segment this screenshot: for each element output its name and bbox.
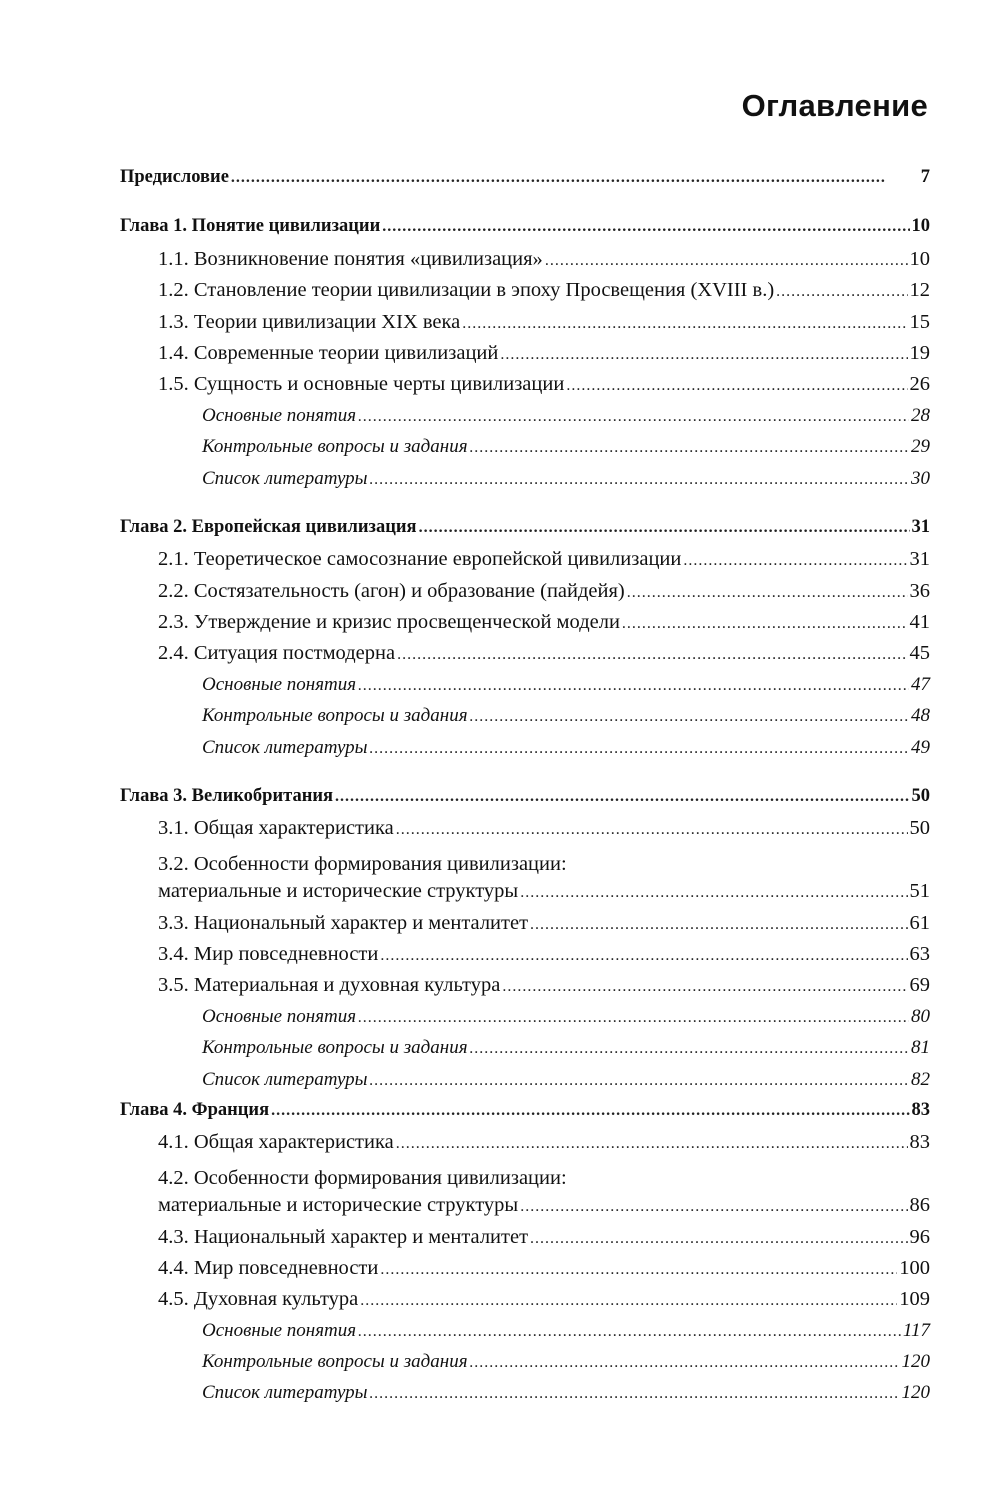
dot-leader xyxy=(380,947,907,965)
toc-entry-label: Глава 2. Европейская цивилизация xyxy=(120,516,417,537)
toc-entry-label: Список литературы xyxy=(202,736,368,758)
dot-leader xyxy=(776,283,907,301)
toc-section[interactable] xyxy=(120,548,930,579)
toc-entry-label: 4.3. Национальный характер и менталитет xyxy=(158,1225,529,1248)
dot-leader xyxy=(360,1292,897,1310)
toc-page-number: 15 xyxy=(909,310,930,333)
toc-page-number: 31 xyxy=(909,548,930,571)
dot-leader xyxy=(520,884,907,902)
toc-chapter-3[interactable] xyxy=(120,786,930,817)
toc-page-number: 10 xyxy=(909,247,930,270)
toc-entry-label: Основные понятия xyxy=(202,404,357,426)
toc-page-number: 83 xyxy=(909,1131,930,1154)
dot-leader xyxy=(231,169,919,187)
toc-section[interactable] xyxy=(120,580,930,611)
dot-leader xyxy=(370,1385,900,1403)
dot-leader xyxy=(545,252,908,270)
toc-entry-label: Основные понятия xyxy=(202,1319,357,1341)
dot-leader xyxy=(622,615,908,633)
toc-page-number: 31 xyxy=(911,516,930,537)
toc-page-number: 10 xyxy=(911,216,930,237)
toc-entry-label: Основные понятия xyxy=(202,673,357,695)
toc-page-number: 41 xyxy=(909,611,930,634)
toc-subentry[interactable] xyxy=(120,1320,930,1351)
toc-subentry[interactable] xyxy=(120,468,930,499)
toc-page-number: 117 xyxy=(902,1319,930,1341)
dot-leader xyxy=(627,584,908,602)
page-title: Оглавление xyxy=(741,88,928,123)
dot-leader xyxy=(520,1198,907,1216)
dot-leader xyxy=(470,708,909,726)
dot-leader xyxy=(271,1102,909,1120)
toc-entry-label: Контрольные вопросы и задания xyxy=(202,1351,468,1373)
dot-leader xyxy=(500,346,907,364)
toc-entry-label-line2: материальные и исторические структуры xyxy=(158,1194,519,1217)
toc-entry-label: Контрольные вопросы и задания xyxy=(202,705,468,727)
toc-page-number: 81 xyxy=(911,1037,930,1059)
toc-page-number: 63 xyxy=(909,942,930,965)
toc-entry-label: 2.4. Ситуация постмодерна xyxy=(158,642,396,665)
toc-page-number: 82 xyxy=(911,1068,930,1090)
toc-entry-label-line1: 3.2. Особенности формирования цивилизации: xyxy=(158,852,567,875)
dot-leader xyxy=(335,788,909,806)
toc-page-number: 12 xyxy=(909,279,930,302)
toc-entry-label: 2.1. Теоретическое самосознание европейской цивилизации xyxy=(158,548,682,571)
toc-entry-label: 4.4. Мир повседневности xyxy=(158,1256,379,1279)
dot-leader xyxy=(382,218,909,236)
toc-page-number: 61 xyxy=(909,911,930,934)
toc-entry-label: 3.1. Общая характеристика xyxy=(158,817,394,840)
dot-leader xyxy=(370,1072,909,1090)
dot-leader xyxy=(530,1230,907,1248)
toc-page-number: 29 xyxy=(911,436,930,458)
toc-page-number: 96 xyxy=(909,1225,930,1248)
toc-subentry[interactable] xyxy=(120,1006,930,1037)
toc-page-number: 28 xyxy=(911,404,930,426)
toc-page-number: 49 xyxy=(911,736,930,758)
toc-section[interactable] xyxy=(120,912,930,943)
dot-leader xyxy=(358,408,909,426)
toc-chapter-1[interactable] xyxy=(120,216,930,247)
toc-page-number: 51 xyxy=(909,880,930,903)
dot-leader xyxy=(358,1323,901,1341)
dot-leader xyxy=(566,377,907,395)
toc-entry-label: 4.5. Духовная культура xyxy=(158,1288,359,1311)
dot-leader xyxy=(470,1040,909,1058)
toc-entry-label: Глава 3. Великобритания xyxy=(120,786,334,807)
toc-section[interactable] xyxy=(120,248,930,279)
dot-leader xyxy=(397,646,907,664)
toc-page-number: 120 xyxy=(901,1351,930,1373)
toc-entry-label: Основные понятия xyxy=(202,1005,357,1027)
dot-leader xyxy=(396,1135,908,1153)
toc-entry-label: 1.5. Сущность и основные черты цивилизации xyxy=(158,373,565,396)
toc-entry-label: Контрольные вопросы и задания xyxy=(202,1037,468,1059)
toc-subentry[interactable] xyxy=(120,705,930,736)
dot-leader xyxy=(530,916,907,934)
toc-section[interactable] xyxy=(120,1257,930,1288)
toc-section-two-line[interactable] xyxy=(120,1163,930,1226)
toc-entry-label: 1.1. Возникновение понятия «цивилизация» xyxy=(158,247,543,270)
dot-leader xyxy=(470,439,909,457)
toc-subentry[interactable] xyxy=(120,1382,930,1413)
toc-entry-label: 1.4. Современные теории цивилизаций xyxy=(158,341,499,364)
toc-entry-label: 3.4. Мир повседневности xyxy=(158,942,379,965)
toc-page-number: 83 xyxy=(911,1099,930,1120)
toc-preface[interactable] xyxy=(120,167,930,198)
toc-section-two-line[interactable] xyxy=(120,849,930,912)
table-of-contents xyxy=(120,167,930,1414)
toc-page-number: 36 xyxy=(909,579,930,602)
toc-page-number: 7 xyxy=(920,167,930,187)
dot-leader xyxy=(419,519,910,537)
toc-subentry[interactable] xyxy=(120,1351,930,1382)
toc-subentry[interactable] xyxy=(120,674,930,705)
toc-subentry[interactable] xyxy=(120,436,930,467)
toc-page-number: 80 xyxy=(911,1005,930,1027)
dot-leader xyxy=(470,1354,900,1372)
toc-subentry[interactable] xyxy=(120,1069,930,1100)
dot-leader xyxy=(358,1009,909,1027)
toc-section[interactable] xyxy=(120,373,930,404)
toc-subentry[interactable] xyxy=(120,405,930,436)
toc-page-number: 45 xyxy=(909,642,930,665)
toc-page-number: 48 xyxy=(911,705,930,727)
toc-entry-label: Глава 4. Франция xyxy=(120,1099,270,1120)
toc-entry-label: 2.2. Состязательность (агон) и образование (пайдейя) xyxy=(158,579,625,602)
toc-entry-label: 1.2. Становление теории цивилизации в эпоху Просвещения (XVIII в.) xyxy=(158,279,775,302)
toc-entry-label: Предисловие xyxy=(120,167,229,187)
dot-leader xyxy=(396,821,908,839)
toc-section[interactable] xyxy=(120,1131,930,1162)
toc-entry-label: 3.3. Национальный характер и менталитет xyxy=(158,911,529,934)
toc-section[interactable] xyxy=(120,1226,930,1257)
toc-page-number: 69 xyxy=(909,974,930,997)
toc-entry-label: 3.5. Материальная и духовная культура xyxy=(158,974,501,997)
toc-section[interactable] xyxy=(120,817,930,848)
toc-chapter-4[interactable] xyxy=(120,1100,930,1131)
toc-entry-label-line2: материальные и исторические структуры xyxy=(158,880,519,903)
toc-chapter-2[interactable] xyxy=(120,517,930,548)
toc-page-number: 19 xyxy=(909,341,930,364)
toc-entry-label: Список литературы xyxy=(202,1068,368,1090)
toc-page-number: 47 xyxy=(911,673,930,695)
toc-section[interactable] xyxy=(120,1288,930,1319)
toc-page-number: 50 xyxy=(911,786,930,807)
toc-entry-label: 1.3. Теории цивилизации XIX века xyxy=(158,310,461,333)
toc-section[interactable] xyxy=(120,342,930,373)
dot-leader xyxy=(683,552,907,570)
toc-page-number: 86 xyxy=(909,1194,930,1217)
toc-entry-label: Контрольные вопросы и задания xyxy=(202,436,468,458)
dot-leader xyxy=(370,471,909,489)
toc-page-number: 100 xyxy=(899,1256,930,1279)
toc-section[interactable] xyxy=(120,642,930,673)
toc-entry-label: Список литературы xyxy=(202,467,368,489)
toc-page-number: 26 xyxy=(909,373,930,396)
dot-leader xyxy=(462,315,907,333)
toc-section[interactable] xyxy=(120,279,930,310)
toc-subentry[interactable] xyxy=(120,737,930,768)
toc-section[interactable] xyxy=(120,943,930,974)
toc-section[interactable] xyxy=(120,974,930,1005)
toc-page-number: 120 xyxy=(901,1382,930,1404)
toc-page-number: 50 xyxy=(909,817,930,840)
toc-section[interactable] xyxy=(120,311,930,342)
dot-leader xyxy=(358,677,909,695)
dot-leader xyxy=(370,740,909,758)
toc-section[interactable] xyxy=(120,611,930,642)
toc-entry-label: 2.3. Утверждение и кризис просвещенческой модели xyxy=(158,611,620,634)
toc-entry-label: Список литературы xyxy=(202,1382,368,1404)
toc-page-number: 30 xyxy=(911,467,930,489)
dot-leader xyxy=(380,1261,897,1279)
toc-entry-label: Глава 1. Понятие цивилизации xyxy=(120,216,381,237)
dot-leader xyxy=(502,978,907,996)
toc-entry-label-line1: 4.2. Особенности формирования цивилизации: xyxy=(158,1166,567,1189)
toc-page-number: 109 xyxy=(899,1288,930,1311)
toc-entry-label: 4.1. Общая характеристика xyxy=(158,1131,394,1154)
toc-subentry[interactable] xyxy=(120,1037,930,1068)
